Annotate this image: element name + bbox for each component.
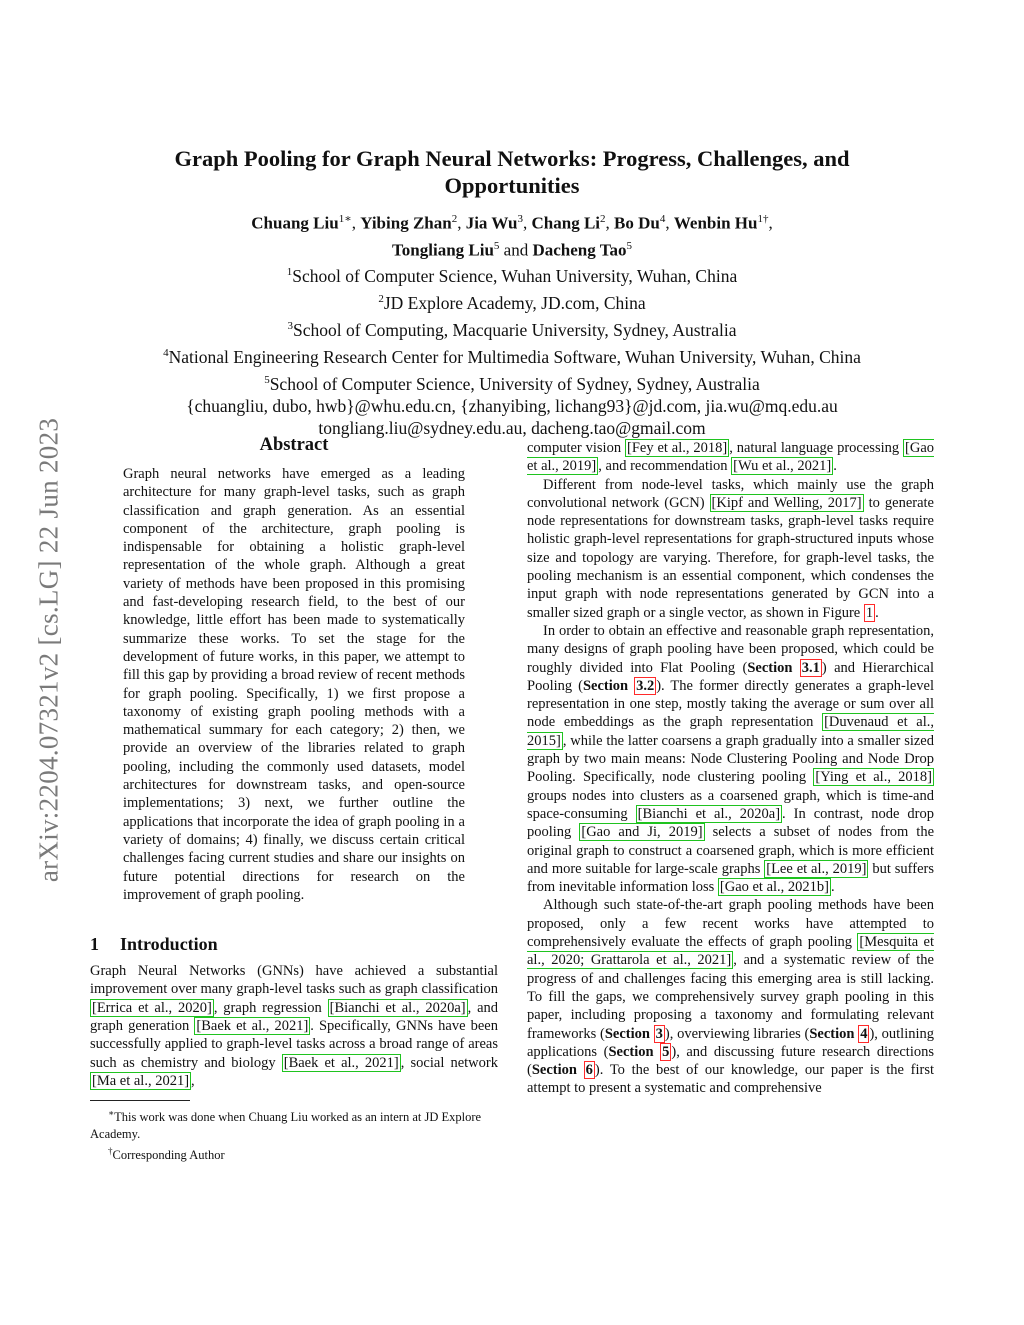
- affiliation: $^1$School of Computer Science, Wuhan University, Wuhan, China: [286, 266, 738, 287]
- section-ref-link[interactable]: 3.1: [801, 659, 820, 676]
- and-word: and: [503, 240, 529, 260]
- intro-paragraph: Graph Neural Networks (GNNs) have achieved a substantial improvement over many graph-level tasks such as graph classification [Errica et al., 2020] , graph regression [Bianchi et al., 2020a] , and graph generation [Baek et al., 2021] . Specifically, GNNs have been successfully applied to graph-level tasks across a broad range of areas such as chemistry and biology [Baek et al., 2021] , social network [Ma et al., 2021] ,: [90, 963, 499, 1089]
- citation-link[interactable]: [Errica et al., 2020]: [92, 999, 212, 1016]
- author-name: Dacheng Tao: [532, 240, 627, 260]
- section-heading-introduction: 1 Introduction: [90, 934, 218, 955]
- body-paragraph: In order to obtain an effective and reasonable graph representation, many designs of graph pooling have been proposed, which could be roughly divided into Flat Pooling (Section 3.1 ) and Hierarchical Pooling (Section 3.2 ). The former directly generates a graph-level representation in one step, mostly taking the average or sum over all node embeddings as the graph representation [Duvenaud et al., 2015] , while the latter coarsens a graph gradually into a smaller sized graph by two main means: Node Clustering Pooling and Node Drop Pooling. Specifically, node clustering pooling [Ying et al., 2018] groups nodes into clusters as a coarsened graph, which is time-and space-consuming [Bianchi et al., 2020a] . In contrast, node drop pooling [Gao and Ji, 2019] selects a subset of nodes from the original graph to construct a coarsened graph, which is more efficient and more suitable for large-scale graphs [Lee et al., 2019] but suffers from inevitable information loss [Gao et al., 2021b] .: [527, 622, 935, 896]
- arxiv-identifier: [30, 360, 68, 940]
- section-ref-link[interactable]: 5: [662, 1043, 670, 1060]
- left-column: [90, 435, 498, 1165]
- arxiv-identifier-text: arXiv:2204.07321v2 [cs.LG] 22 Jun 2023: [33, 417, 64, 883]
- citation-link[interactable]: [Ying et al., 2018]: [815, 769, 932, 786]
- affiliation: $^4$National Engineering Research Center for Multimedia Software, Wuhan University, Wuhan, China: [163, 346, 861, 367]
- section-ref-link[interactable]: 6: [585, 1062, 593, 1079]
- citation-link[interactable]: [Mesquita et al., 2020; Grattarola et al., 2021]: [527, 934, 934, 969]
- figure-ref-link[interactable]: 1: [865, 604, 874, 621]
- citation-link[interactable]: [Gao et al., 2019]: [527, 440, 935, 475]
- citation-link[interactable]: [Gao et al., 2021b]: [719, 879, 830, 896]
- citation-link[interactable]: [Bianchi et al., 2020a]: [637, 805, 781, 822]
- body-paragraph: Different from node-level tasks, which mainly use the graph convolutional network (GCN) [Kipf and Welling, 2017] to generate node representations for downstream tasks, graph-level tasks require holistic graph-level representations for graph-structured inputs whose size and topology are varying. Therefore, for graph-level tasks, the pooling mechanism is an essential component, which condenses the input graph with node representations generated by GCN into a smaller sized graph or a single vector, as shown in Figure 1 .: [527, 476, 934, 621]
- citation-link[interactable]: [Baek et al., 2021]: [196, 1018, 309, 1035]
- affiliation: $^5$School of Computer Science, University of Sydney, Sydney, Australia: [264, 373, 760, 394]
- author-list: Chuang Liu$^{1∗}$, Yibing Zhan$^2$, Jia Wu$^3$, Chang Li$^2$, Bo Du$^4$, Wenbin $Hu^{1\dagger}$, Tongliang Liu$^5$ and Dacheng Tao$^5$: [251, 213, 773, 260]
- section-ref-link[interactable]: 4: [860, 1025, 868, 1042]
- body-paragraph: Although such state-of-the-art graph pooling methods have been proposed, only a few recent works have attempted to comprehensively evaluate the effects of graph pooling [Mesquita et al., 2020; Grattarola et al., 2021] , and a systematic review of the progress of and challenges facing this emerging area is still lacking. To fill the gaps, we comprehensively survey graph pooling in this paper, including proposing a taxonomy and formulating relevant frameworks (Section 3 ), overviewing libraries (Section 4 ), outlining applications (Section 5 ), and discussing future research directions (Section 6 ). To the best of our knowledge, our paper is the first attempt to present a systematic and comprehensive: [527, 897, 934, 1097]
- section-ref-link[interactable]: 3: [655, 1025, 663, 1042]
- citation-link[interactable]: [Ma et al., 2021]: [92, 1072, 190, 1089]
- author-name: Tongliang Liu: [392, 240, 494, 260]
- author-name: Chuang Liu: [251, 213, 339, 233]
- affiliation: $^2$JD Explore Academy, JD.com, China: [378, 292, 646, 313]
- citation-link[interactable]: [Wu et al., 2021]: [733, 458, 832, 475]
- affiliation: $^3$School of Computing, Macquarie University, Sydney, Australia: [287, 319, 737, 340]
- author-name: Chang Li: [531, 213, 601, 233]
- abstract-body: Graph neural networks have emerged as a leading architecture for many graph-level tasks, such as graph classification and graph generation. As an essential component of the architecture, graph pooling is indispensable for obtaining a holistic graph-level representation of the whole graph. Although a great variety of methods have been proposed in this promising and fast-developing research field, to the best of our knowledge, little effort has been made to systematically summarize these works. To set the stage for the development of future works, in this paper, we attempt to fill this gap by providing a broad review of recent methods for graph pooling. Specifically, 1) we first propose a taxonomy of existing graph pooling methods with a mathematical summary for each category; 2) then, we provide an overview of the libraries related to graph pooling, including the commonly used datasets, model architectures for downstream tasks, and open-source implementations; 3) next, we further outline the applications that incorporate the idea of graph pooling in a variety of domains; 4) finally, we discuss certain critical challenges facing current studies and share our insights on future potential directions for research on the improvement of graph pooling.: [123, 466, 465, 903]
- citation-link[interactable]: [Kipf and Welling, 2017]: [711, 494, 862, 511]
- author-name: Jia Wu: [465, 213, 518, 233]
- author-name: Wenbin Hu: [673, 213, 758, 233]
- body-paragraph: computer vision [Fey et al., 2018] , natural language processing [Gao et al., 2019] , and recommendation [Wu et al., 2021] .: [527, 440, 935, 475]
- citation-link[interactable]: [Fey et al., 2018]: [626, 440, 728, 456]
- paper-title: Graph Pooling for Graph Neural Networks: Progress, Challenges, and Opportunities: [174, 146, 850, 198]
- citation-link[interactable]: [Baek et al., 2021]: [283, 1054, 399, 1071]
- section-ref-link[interactable]: 3.2: [636, 677, 655, 694]
- citation-link[interactable]: [Duvenaud et al., 2015]: [527, 714, 934, 749]
- footnote: †Corresponding Author: [108, 1146, 225, 1163]
- right-column: [527, 439, 934, 1098]
- citation-link[interactable]: [Lee et al., 2019]: [766, 860, 867, 877]
- footnote: ∗This work was done when Chuang Liu worked as an intern at JD Explore Academy.: [90, 1108, 482, 1142]
- email-line: {chuangliu, dubo, hwb}@whu.edu.cn, {zhanyibing, lichang93}@jd.com, jia.wu@mq.edu.au: [186, 396, 838, 417]
- author-name: Yibing Zhan: [360, 213, 452, 233]
- abstract-heading: Abstract: [259, 435, 329, 455]
- email-line: tongliang.liu@sydney.edu.au, dacheng.tao@gmail.com: [318, 418, 706, 439]
- paper-header: [90, 145, 934, 439]
- author-name: Bo Du: [614, 213, 660, 233]
- citation-link[interactable]: [Gao and Ji, 2019]: [581, 824, 703, 841]
- footnote-divider: [90, 1100, 190, 1101]
- citation-link[interactable]: [Bianchi et al., 2020a]: [329, 999, 466, 1016]
